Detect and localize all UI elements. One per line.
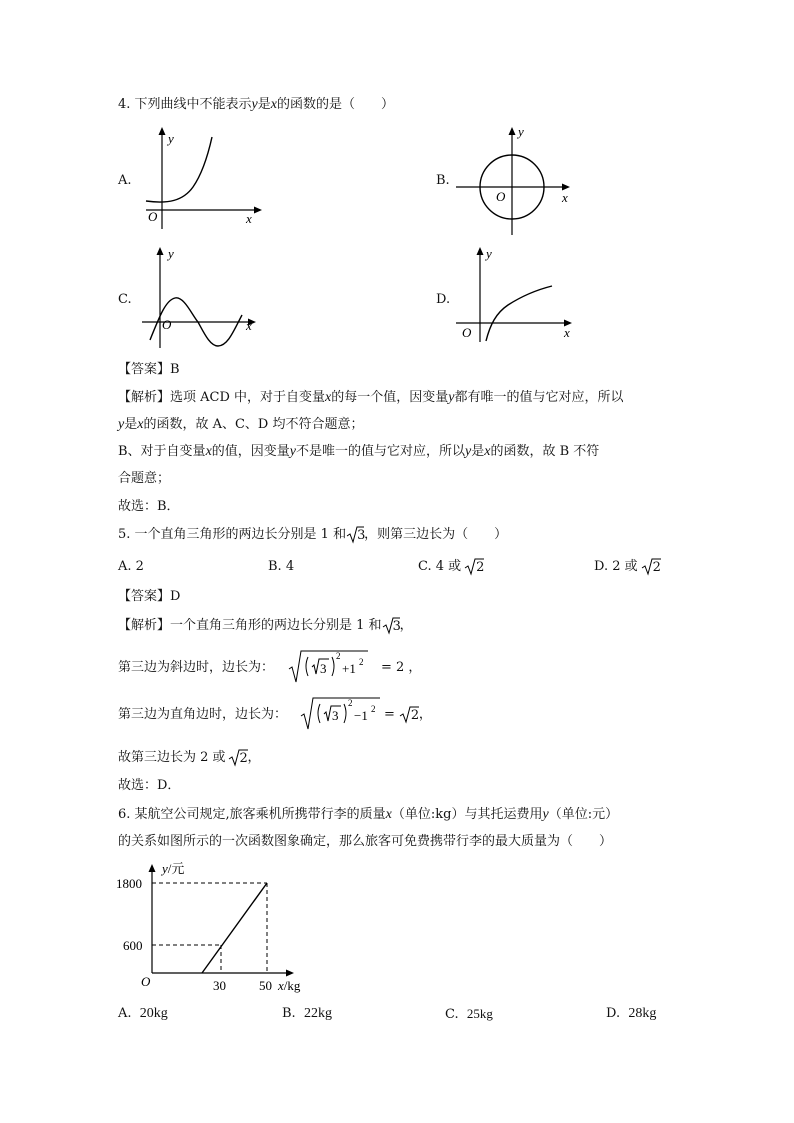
outer-radical [289,651,368,682]
y-axis-label: y [518,124,524,139]
sqrt3 [382,617,400,635]
text: 不是唯一的值与它对应，所以 [296,444,466,459]
y-axis-arrow [509,127,516,135]
left-paren [318,704,320,723]
q5-formula-leg [300,697,390,731]
q5-stem [118,526,507,544]
q5-answer: 【答案】D [118,589,181,604]
sqrt2 [228,749,248,767]
q4-analysis-line4: 合题意； [118,471,171,486]
q5-formula-hypotenuse [288,650,378,684]
y-axis-arrow [477,247,484,255]
x-axis-label: x [564,325,570,340]
q4-graph-d [452,245,582,345]
q4-analysis-line1 [118,389,624,407]
var-y: y [289,444,297,459]
var-x: x [205,444,212,459]
text: 选项 ACD 中，对于自变量 [170,390,326,405]
q5-line3-result [384,706,432,724]
radicand: 3 [357,528,366,543]
y-axis-arrow [157,247,164,255]
analysis-tag: 【解析】 [118,618,171,633]
x-axis-arrow [254,207,262,214]
origin-label: O [141,974,151,989]
text: ， [418,707,432,722]
q5-option-d [594,558,661,576]
q4-option-a-label: A. [118,173,132,188]
text: B、对于自变量 [118,444,206,459]
var-x: x [484,444,491,459]
q5-line2-result: = 2 ， [381,660,422,675]
q4-graph-c [138,245,268,350]
q6-option-a [118,1005,168,1023]
q5-analysis-line1 [118,617,413,635]
q4-stem-x: x [270,97,277,112]
y-axis-arrow [149,864,156,872]
left-paren [306,657,308,676]
text: D. 2 或 [594,559,638,574]
sqrt2 [641,558,661,576]
q4-answer: 【答案】B [118,362,180,377]
option-letter: D. [606,1006,621,1021]
radicand: 3 [392,619,401,634]
q4-stem-mid: 是 [257,97,271,112]
origin-label: O [496,189,506,204]
option-value: 20kg [139,1006,168,1021]
q4-option-c-label: C. [118,292,132,307]
q4-analysis-line3 [118,443,599,461]
text: 是 [471,444,485,459]
sqrt2 [464,558,484,576]
y-axis-arrow [159,127,166,135]
option-letter: A. [118,1006,132,1021]
text: 的值，因变量 [211,444,290,459]
var-y: y [465,444,472,459]
x-axis-label: x [246,318,252,333]
text: 的每一个值，因变量 [331,390,449,405]
var-y: y [448,390,455,405]
x-tick-30: 30 [213,978,226,993]
x-axis-label: x [562,190,568,205]
radicand: 3 [332,708,339,723]
q4-option-b-label: B. [436,173,450,188]
text: ，则第三边长为（ ） [364,527,508,542]
option-letter: C. [445,1007,459,1022]
text: 是 [124,417,138,432]
q5-analysis-line2-text: 第三边为斜边时，边长为： [118,660,275,675]
linear-function-line [202,883,267,973]
var-y: y [118,417,125,432]
right-paren [344,704,346,723]
q4-stem-post: 的函数的是（ ） [277,97,395,112]
q4-stem-pre: 4. 下列曲线中不能表示 [118,97,252,112]
q5-option-a: A. 2 [118,559,144,574]
curve-exponential [146,137,212,202]
exponent: 2 [371,704,376,714]
text: 6. 某航空公司规定,旅客乘机所携带行李的质量 [118,807,386,822]
origin-label: O [462,325,472,340]
var-y: y [542,807,549,822]
option-value: 25kg [466,1006,493,1021]
exponent: 2 [348,698,353,708]
text: 都有唯一的值与它对应，所以 [454,390,624,405]
q4-option-d-label: D. [436,292,451,307]
radicand: 2 [410,708,420,723]
text: 的函数，故 A、C、D 均不符合题意； [143,417,364,432]
text: 一个直角三角形的两边长分别是 1 和 [170,618,382,633]
text: （单位:元） [548,807,619,822]
y-axis-label: y [486,246,492,261]
var-x: x [325,390,332,405]
radicand: 2 [239,751,248,766]
q6-option-b [282,1005,332,1023]
minus-one: −1 [354,708,368,723]
equals: = [384,707,395,722]
option-value: 28kg [628,1006,657,1021]
text: C. 4 或 [418,559,462,574]
text: 5. 一个直角三角形的两边长分别是 1 和 [118,527,347,542]
q6-option-c [445,1005,493,1024]
option-letter: B. [282,1006,296,1021]
y-tick-600: 600 [123,938,143,953]
q5-option-c [418,558,484,576]
q5-choose: 故选：D． [118,778,181,793]
radicand: 2 [476,560,485,575]
q6-stem-line1 [118,806,618,824]
curve-log [486,286,552,341]
x-axis-label: x/kg [278,978,301,993]
y-axis-label: y [168,246,174,261]
analysis-tag: 【解析】 [118,390,171,405]
sqrt3 [346,526,364,544]
q4-graph-a [138,125,268,235]
q5-option-b: B. 4 [268,559,295,574]
q6-graph [112,858,312,993]
var-x: x [385,807,392,822]
origin-label: O [148,209,158,224]
q4-stem [118,96,394,114]
text: ， [247,750,261,765]
origin-label: O [162,317,172,332]
x-axis-label: x [246,211,252,226]
plus-one: +1 [342,661,356,676]
text: 的函数，故 B 不符 [490,444,600,459]
q4-graph-b [452,125,582,237]
y-axis-label: y [168,131,174,146]
y-tick-1800: 1800 [116,876,142,891]
right-paren [332,657,334,676]
q4-choose: 故选：B． [118,499,180,514]
q6-option-d [606,1005,656,1023]
var-x: x [137,417,144,432]
y-axis-label: y/元 [162,861,185,876]
x-axis-arrow [286,970,294,977]
outer-radical [301,698,380,729]
text: ， [399,618,413,633]
exponent: 2 [336,651,341,661]
q5-analysis-line4 [118,749,261,767]
exponent: 2 [359,657,364,667]
q4-stem-y: y [251,97,258,112]
text: 故第三边长为 2 或 [118,750,226,765]
radicand: 3 [320,661,327,676]
q5-analysis-line3-text: 第三边为直角边时，边长为： [118,707,288,722]
option-value: 22kg [303,1006,332,1021]
q6-stem-line2: 的关系如图所示的一次函数图象确定，那么旅客可免费携带行李的最大质量为（ ） [118,834,613,849]
q4-analysis-line2 [118,416,363,434]
radicand: 2 [652,560,661,575]
sqrt2 [399,706,419,724]
x-tick-50: 50 [259,978,272,993]
text: （单位:kg）与其托运费用 [391,807,543,822]
